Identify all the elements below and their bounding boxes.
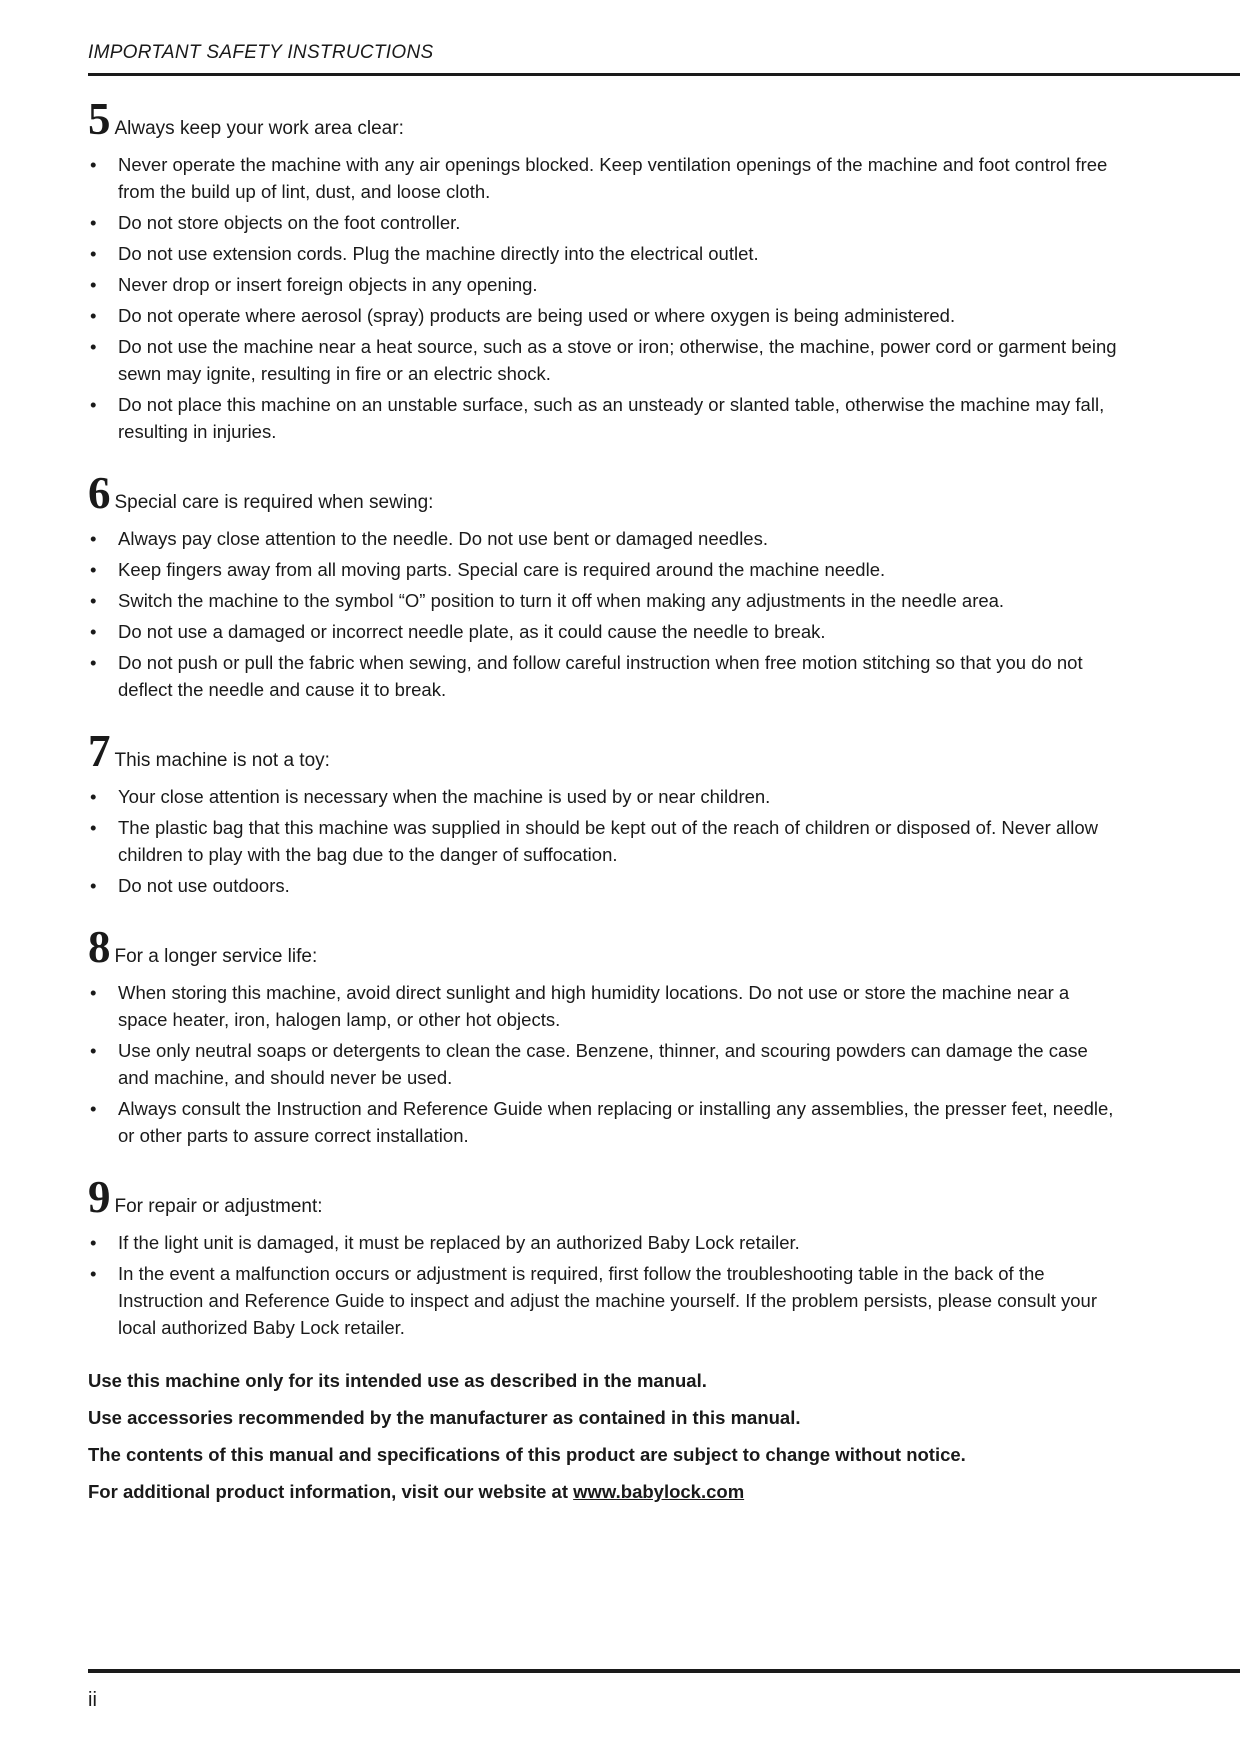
note-website [88,1478,1118,1505]
section-number: 9 [88,1172,111,1222]
section-7 [88,726,1118,899]
list-item: • Use only neutral soaps or detergents to clean the case. Benzene, thinner, and scouring powders can damage the case and machine, and should never be used. [88,1037,1118,1091]
page-footer [88,1669,1240,1712]
list-item: • Switch the machine to the symbol “O” position to turn it off when making any adjustments in the needle area. [88,587,1118,614]
section-5 [88,94,1118,445]
note-intended-use: Use this machine only for its intended use as described in the manual. [88,1370,707,1391]
list-item: • Do not operate where aerosol (spray) products are being used or where oxygen is being administered. [88,302,1118,329]
list-item: • Do not use a damaged or incorrect needle plate, as it could cause the needle to break. [88,618,1118,645]
note-website-text: For additional product information, visit our website at [88,1481,574,1502]
note-specifications: The contents of this manual and specifications of this product are subject to change without notice. [88,1444,966,1465]
section-number: 6 [88,468,111,518]
list-item: • Do not place this machine on an unstable surface, such as an unsteady or slanted table, otherwise the machine may fall, resulting in injuries. [88,391,1118,445]
list-item: • Always consult the Instruction and Reference Guide when replacing or installing any assemblies, the presser feet, needle, or other parts to assure correct installation. [88,1095,1118,1149]
list-item: • Do not use the machine near a heat source, such as a stove or iron; otherwise, the machine, power cord or garment being sewn may ignite, resulting in fire or an electric shock. [88,333,1118,387]
section-title: This machine is not a toy: [114,750,330,771]
note-accessories: Use accessories recommended by the manufacturer as contained in this manual. [88,1407,801,1428]
list-item: • In the event a malfunction occurs or adjustment is required, first follow the troubleshooting table in the back of the Instruction and Reference Guide to inspect and adjust the machine yourself. If the problem persists, please consult your local authorized Baby Lock retailer. [88,1260,1118,1341]
list-item: • Do not push or pull the fabric when sewing, and follow careful instruction when free motion stitching so that you do not deflect the needle and cause it to break. [88,649,1118,703]
list-item: • Do not use outdoors. [88,872,1118,899]
section-heading [88,468,1118,518]
section-title: Always keep your work area clear: [114,118,404,139]
list-item: • The plastic bag that this machine was supplied in should be kept out of the reach of children or disposed of. Never allow children to play with the bag due to the danger of suffocation. [88,814,1118,868]
section-title: Special care is required when sewing: [114,492,434,513]
bullet-list [88,151,1118,445]
section-number: 7 [88,726,111,776]
bullet-list [88,1229,1118,1341]
list-item: • Do not store objects on the foot controller. [88,209,1118,236]
list-item: • Do not use extension cords. Plug the machine directly into the electrical outlet. [88,240,1118,267]
page-number: ii [88,1689,97,1711]
section-9 [88,1172,1118,1341]
section-title: For a longer service life: [114,946,318,967]
bullet-list [88,979,1118,1149]
closing-notes [88,1367,1118,1505]
list-item: • Your close attention is necessary when the machine is used by or near children. [88,783,1118,810]
section-number: 5 [88,94,111,144]
document-body [88,94,1118,1515]
section-heading [88,94,1118,144]
bullet-list [88,783,1118,899]
page-header [88,42,1240,76]
section-heading [88,1172,1118,1222]
section-6 [88,468,1118,703]
list-item: • When storing this machine, avoid direct sunlight and high humidity locations. Do not use or store the machine near a space heater, iron, halogen lamp, or other hot objects. [88,979,1118,1033]
list-item: • Always pay close attention to the needle. Do not use bent or damaged needles. [88,525,1118,552]
list-item: • Never drop or insert foreign objects in any opening. [88,271,1118,298]
section-8 [88,922,1118,1149]
bullet-list [88,525,1118,703]
website-link[interactable]: www.babylock.com [573,1481,745,1502]
section-heading [88,922,1118,972]
list-item: • Keep fingers away from all moving parts. Special care is required around the machine needle. [88,556,1118,583]
section-title: For repair or adjustment: [114,1196,323,1217]
section-number: 8 [88,922,111,972]
section-heading [88,726,1118,776]
header-title: IMPORTANT SAFETY INSTRUCTIONS [88,42,434,63]
list-item: • Never operate the machine with any air openings blocked. Keep ventilation openings of the machine and foot control free from the build up of lint, dust, and loose cloth. [88,151,1118,205]
list-item: • If the light unit is damaged, it must be replaced by an authorized Baby Lock retailer. [88,1229,1118,1256]
